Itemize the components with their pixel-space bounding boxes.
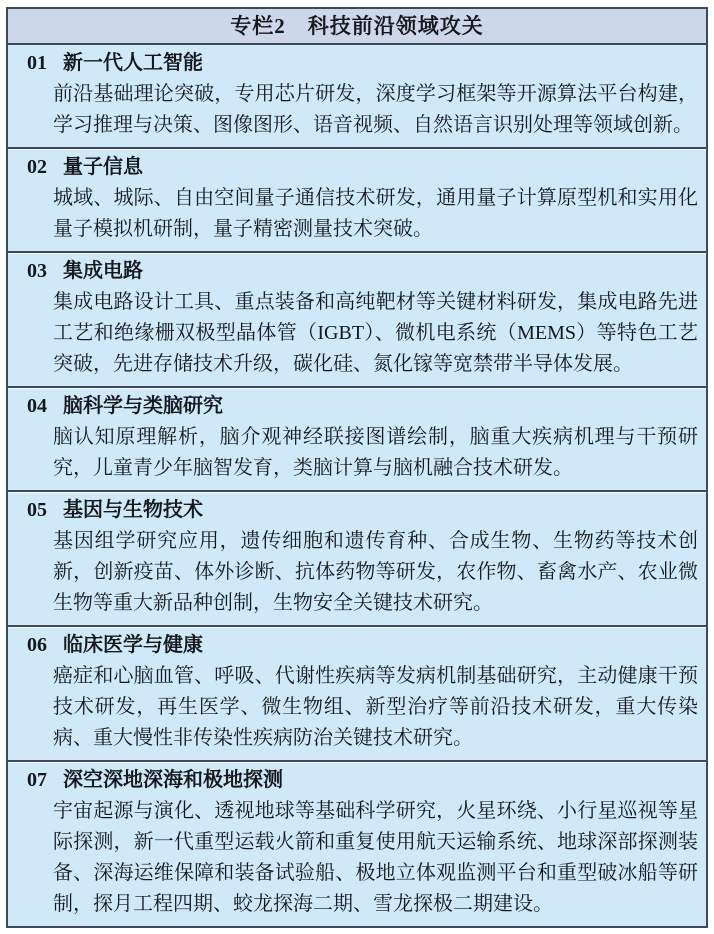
section-body: 脑认知原理解析，脑介观神经联接图谱绘制，脑重大疾病机理与干预研究，儿童青少年脑智发育，类脑计算与脑机融合技术研发。: [53, 426, 698, 479]
section-heading: [8, 630, 706, 661]
section-body: 城域、城际、自由空间量子通信技术研发，通用量子计算原型机和实用化量子模拟机研制，量子精密测量技术突破。: [53, 187, 698, 240]
section-number: 02: [27, 156, 47, 178]
section-number: 07: [27, 769, 47, 791]
section-03-integrated-circuits: [8, 251, 706, 386]
section-body: 癌症和心脑血管、呼吸、代谢性疾病等发病机制基础研究，主动健康干预技术研发，再生医学、微生物组、新型治疗等前沿技术研发，重大传染病、重大慢性非传染性疾病防治关键技术研究。: [53, 665, 698, 749]
section-title: 量子信息: [63, 156, 143, 178]
section-title: 基因与生物技术: [63, 499, 203, 521]
section-05-gene-biotech: [8, 490, 706, 625]
section-number: 03: [27, 260, 47, 282]
section-04-brain-science: [8, 386, 706, 490]
section-title: 新一代人工智能: [63, 52, 203, 74]
section-heading: [8, 256, 706, 287]
section-number: 05: [27, 499, 47, 521]
section-title: 脑科学与类脑研究: [63, 395, 223, 417]
panel-2-table: [6, 7, 708, 928]
section-title: 深空深地深海和极地探测: [63, 769, 283, 791]
section-07-deep-space-exploration: [8, 760, 706, 926]
section-heading: [8, 765, 706, 796]
section-title: 集成电路: [63, 260, 143, 282]
table-title: 专栏2 科技前沿领域攻关: [230, 14, 484, 38]
section-body: 基因组学研究应用，遗传细胞和遗传育种、合成生物、生物药等技术创新，创新疫苗、体外诊断、抗体药物等研发，农作物、畜禽水产、农业微生物等重大新品种创制，生物安全关键技术研究。: [53, 530, 698, 614]
section-number: 01: [27, 52, 47, 74]
section-heading: [8, 495, 706, 526]
section-number: 04: [27, 395, 47, 417]
section-number: 06: [27, 634, 47, 656]
section-heading: [8, 391, 706, 422]
section-01-ai: [8, 45, 706, 147]
section-heading: [8, 48, 706, 79]
section-body: 集成电路设计工具、重点装备和高纯靶材等关键材料研发，集成电路先进工艺和绝缘栅双极型晶体管（IGBT）、微机电系统（MEMS）等特色工艺突破，先进存储技术升级，碳化硅、氮化镓等宽禁带半导体发展。: [53, 291, 698, 375]
section-06-clinical-medicine: [8, 625, 706, 760]
section-body: 前沿基础理论突破，专用芯片研发，深度学习框架等开源算法平台构建，学习推理与决策、图像图形、语音视频、自然语言识别处理等领域创新。: [53, 83, 698, 136]
section-heading: [8, 152, 706, 183]
section-02-quantum: [8, 147, 706, 251]
section-body: 宇宙起源与演化、透视地球等基础科学研究，火星环绕、小行星巡视等星际探测，新一代重型运载火箭和重复使用航天运输系统、地球深部探测装备、深海运维保障和装备试验船、极地立体观监测平台和重型破冰船等研制，探月工程四期、蛟龙探海二期、雪龙探极二期建设。: [53, 800, 698, 915]
section-title: 临床医学与健康: [63, 634, 203, 656]
table-title-bar: [8, 9, 706, 45]
